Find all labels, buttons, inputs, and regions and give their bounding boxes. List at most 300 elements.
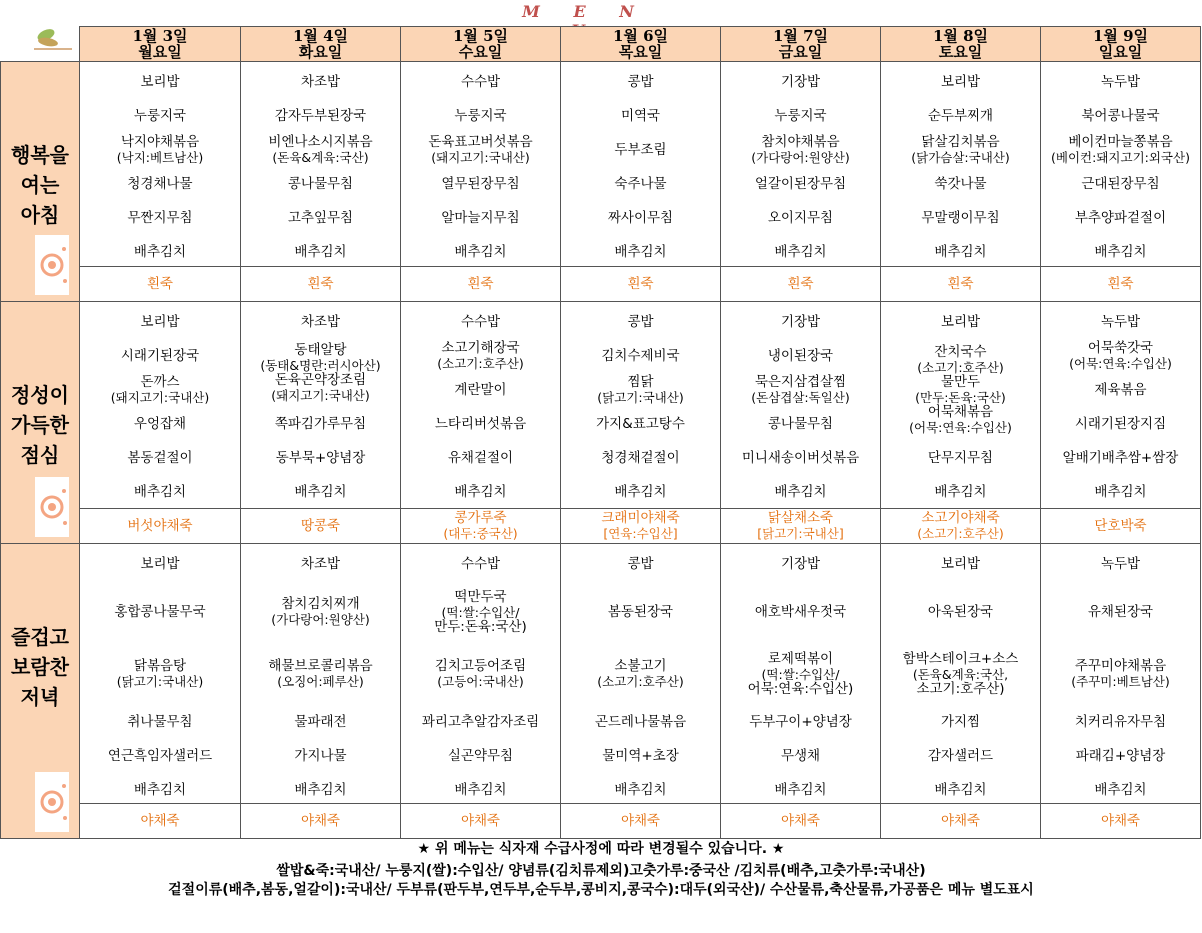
- porridge-text: 단호박죽: [1094, 517, 1147, 534]
- menu-item-line: 물만두: [940, 374, 981, 390]
- menu-item-line: (소고기:호주산): [597, 674, 684, 689]
- menu-item: [80, 65, 240, 99]
- menu-item: [80, 705, 240, 739]
- menu-item-line: 배추김치: [774, 781, 827, 798]
- menu-item: [241, 475, 400, 509]
- menu-item: [561, 705, 720, 739]
- menu-item: [241, 441, 400, 475]
- menu-item: [80, 305, 240, 339]
- menu-item: [561, 201, 720, 235]
- porridge-text: 야채죽: [140, 812, 180, 829]
- menu-item-line: 청경채겉절이: [601, 449, 680, 466]
- menu-item: [80, 167, 240, 201]
- menu-item: [881, 201, 1040, 235]
- menu-item-line: 닭살김치볶음: [921, 134, 1000, 150]
- menu-item-line: 연근흑임자샐러드: [107, 747, 213, 764]
- menu-item-line: (돼지고기:국내산): [431, 150, 530, 165]
- menu-cell: [561, 302, 721, 509]
- menu-item-line: 낙지야채볶음: [120, 134, 200, 150]
- menu-item: [401, 441, 560, 475]
- menu-item: [721, 201, 880, 235]
- menu-item: [561, 773, 720, 807]
- menu-item-line: 떡만두국: [454, 588, 507, 605]
- menu-item-line: 열무된장무침: [441, 175, 520, 192]
- menu-item: [401, 705, 560, 739]
- porridge-text: 흰죽: [627, 275, 654, 292]
- menu-item: [561, 305, 720, 339]
- menu-item-line: (가다랑어:원양산): [271, 612, 370, 627]
- menu-item-line: 느타리버섯볶음: [434, 415, 527, 432]
- menu-item-line: 유채된장국: [1087, 603, 1154, 620]
- day-weekday: 화요일: [298, 43, 343, 61]
- menu-item-line: 배추김치: [294, 781, 347, 798]
- menu-item-line: 소고기:호주산): [916, 680, 1005, 697]
- menu-item: [561, 475, 720, 509]
- menu-item: [1041, 339, 1200, 373]
- menu-item-line: 부추양파겉절이: [1074, 209, 1167, 226]
- origin-notice-1: 쌀밥&죽:국내산/ 누룽지(쌀):수입산/ 양념류(김치류제외)고춧가루:중국산 /김치류(배추,고춧가루:국내산): [276, 863, 926, 879]
- menu-item-line: 베이컨마늘쫑볶음: [1068, 134, 1173, 150]
- menu-item-line: 어묵채볶음: [927, 404, 994, 420]
- menu-item-line: 로제떡볶이: [767, 650, 834, 667]
- porridge-cell: [1041, 267, 1201, 302]
- menu-item: [881, 305, 1040, 339]
- menu-item: [1041, 773, 1200, 807]
- menu-item-line: 제육볶음: [1094, 381, 1147, 398]
- menu-item: [881, 339, 1040, 441]
- porridge-text: 흰죽: [146, 275, 174, 292]
- menu-item: [721, 773, 880, 807]
- menu-item-line: 가지나물: [294, 747, 347, 764]
- menu-cell: [1041, 62, 1201, 267]
- menu-title: M E N: [522, 2, 648, 21]
- meal-row-3: [1, 544, 1201, 804]
- porridge-text: 땅콩죽: [300, 517, 341, 534]
- menu-item-line: 알마늘지무침: [441, 209, 520, 226]
- menu-item-line: 아욱된장국: [927, 603, 994, 620]
- menu-item-line: (가다랑어:원양산): [751, 150, 850, 165]
- menu-item: [241, 201, 400, 235]
- menu-item-line: 취나물무침: [127, 713, 193, 730]
- menu-item: [561, 441, 720, 475]
- menu-item: [721, 705, 880, 739]
- meal-name-line: 즐겁고: [11, 625, 69, 649]
- origin-notice-2: 겉절이류(배추,봄동,얼갈이):국내산/ 두부류(판두부,연두부,순두부,콩비지,콩국수):대두(외국산)/ 수산물류,축산물류,가공품은 메뉴 별도표시: [168, 882, 1034, 898]
- meal-row-1: [1, 62, 1201, 267]
- menu-item: [1041, 235, 1200, 269]
- menu-item-line: 녹두밥: [1100, 313, 1141, 330]
- porridge-cell: [1041, 804, 1201, 839]
- menu-item-line: (떡:쌀:수입산/: [441, 604, 520, 620]
- menu-item-line: 물파래전: [294, 713, 347, 730]
- porridge-cell: [401, 509, 561, 544]
- menu-item: [1041, 99, 1200, 133]
- menu-item-line: 기장밥: [780, 313, 821, 330]
- menu-item: [561, 547, 720, 581]
- menu-item-line: (베이컨:돼지고기:외국산): [1051, 150, 1190, 165]
- menu-cell: [241, 302, 401, 509]
- menu-item-line: 배추김치: [1094, 243, 1147, 260]
- menu-item-line: 수수밥: [460, 313, 501, 330]
- menu-item: [1041, 475, 1200, 509]
- meal-row-2: [1, 302, 1201, 509]
- menu-item: [721, 407, 880, 441]
- menu-cell: [80, 62, 241, 267]
- menu-item: [80, 739, 240, 773]
- menu-item: [80, 201, 240, 235]
- menu-item-line: (떡:쌀:수입산/: [761, 666, 840, 682]
- menu-item-line: 배추김치: [934, 243, 987, 260]
- menu-item: [241, 99, 400, 133]
- menu-item-line: 배추김치: [1094, 483, 1147, 500]
- menu-item: [881, 581, 1040, 643]
- menu-item-line: (오징어:페루산): [277, 674, 364, 689]
- porridge-text: [연육:수입산]: [603, 526, 678, 541]
- menu-item-line: (닭고기:국내산): [597, 390, 684, 405]
- porridge-cell: [80, 804, 241, 839]
- menu-item-line: 배추김치: [133, 781, 187, 798]
- menu-item: [80, 99, 240, 133]
- day-header-5: [721, 27, 881, 62]
- day-header-6: [881, 27, 1041, 62]
- meal-label: [1, 302, 80, 544]
- porridge-text: (대두:중국산): [443, 526, 518, 541]
- menu-item-line: 미니새송이버섯볶음: [741, 449, 860, 466]
- menu-item: [881, 441, 1040, 475]
- menu-item-line: 꽈리고추알감자조림: [421, 713, 540, 730]
- menu-item-line: 주꾸미야채볶음: [1074, 658, 1167, 674]
- menu-item-line: (닭고기:국내산): [116, 674, 204, 689]
- menu-item: [80, 581, 240, 643]
- menu-item: [721, 65, 880, 99]
- porridge-cell: [881, 509, 1041, 544]
- porridge-cell: [721, 267, 881, 302]
- menu-item-line: 누룽지국: [454, 107, 507, 124]
- menu-item: [881, 547, 1040, 581]
- menu-item: [881, 475, 1040, 509]
- porridge-cell: [401, 804, 561, 839]
- menu-item-line: (돈삼겹살:독일산): [751, 390, 850, 405]
- menu-item-line: 봄동된장국: [607, 603, 674, 620]
- meal-name-line: 점심: [20, 443, 60, 467]
- porridge-cell: [80, 267, 241, 302]
- menu-item-line: (돼지고기:국내산): [271, 388, 370, 403]
- menu-item: [721, 305, 880, 339]
- menu-item-line: 배추김치: [133, 243, 187, 260]
- menu-cell: [241, 544, 401, 804]
- menu-item-line: (소고기:호주산): [917, 360, 1004, 375]
- menu-table: [0, 26, 1201, 839]
- menu-item: [561, 643, 720, 705]
- menu-item: [241, 705, 400, 739]
- day-weekday: 수요일: [458, 43, 503, 61]
- menu-item: [721, 475, 880, 509]
- menu-item: [1041, 133, 1200, 167]
- menu-item: [561, 99, 720, 133]
- menu-item-line: 배추김치: [454, 483, 507, 500]
- menu-item-line: (어묵:연육:수입산): [1069, 356, 1172, 371]
- menu-item: [561, 133, 720, 167]
- menu-item-line: 시래기된장국: [120, 347, 200, 364]
- menu-item-line: 만두:돈육:국산): [434, 618, 527, 635]
- menu-item: [561, 739, 720, 773]
- menu-item: [881, 167, 1040, 201]
- menu-item-line: 북어콩나물국: [1081, 107, 1160, 124]
- menu-item-line: 애호박새우젓국: [754, 603, 847, 620]
- menu-item-line: 배추김치: [454, 243, 507, 260]
- menu-item-line: 무짠지무침: [127, 209, 193, 226]
- menu-item-line: 배추김치: [614, 483, 667, 500]
- meal-name: [1, 140, 79, 230]
- menu-item: [80, 547, 240, 581]
- menu-item-line: 배추김치: [1094, 781, 1147, 798]
- day-header-2: [241, 27, 401, 62]
- menu-item: [721, 373, 880, 407]
- menu-item: [401, 373, 560, 407]
- meal-name-line: 저녁: [20, 685, 60, 709]
- menu-item: [241, 235, 400, 269]
- swirl-decoration-icon: [35, 477, 69, 537]
- menu-item: [401, 339, 560, 373]
- menu-item-line: 무생채: [780, 747, 821, 764]
- porridge-row-2: [1, 509, 1201, 544]
- menu-item-line: 곤드레나물볶음: [594, 713, 687, 730]
- menu-cell: [881, 544, 1041, 804]
- porridge-text: 흰죽: [787, 275, 814, 292]
- day-date: 1월 7일: [772, 27, 829, 45]
- menu-cell: [561, 62, 721, 267]
- menu-item: [561, 407, 720, 441]
- menu-item: [401, 99, 560, 133]
- menu-item-line: 배추김치: [774, 243, 827, 260]
- menu-item: [241, 339, 400, 407]
- menu-item-line: 닭볶음탕: [133, 658, 187, 674]
- menu-item: [721, 235, 880, 269]
- menu-item: [401, 167, 560, 201]
- menu-item-line: 묵은지삼겹살찜: [754, 374, 847, 390]
- meal-label: [1, 62, 80, 302]
- menu-item: [1041, 705, 1200, 739]
- porridge-cell: [561, 804, 721, 839]
- menu-item: [1041, 65, 1200, 99]
- porridge-text: 야채죽: [460, 812, 501, 829]
- menu-item: [241, 65, 400, 99]
- porridge-cell: [881, 267, 1041, 302]
- menu-cell: [721, 62, 881, 267]
- menu-item-line: 김치고등어조림: [434, 658, 527, 674]
- menu-cell: [721, 544, 881, 804]
- menu-item: [881, 739, 1040, 773]
- menu-item: [80, 133, 240, 167]
- meal-name-line: 가득한: [11, 413, 69, 437]
- menu-item: [721, 339, 880, 373]
- menu-item: [80, 339, 240, 373]
- menu-cell: [1041, 302, 1201, 509]
- menu-item: [721, 133, 880, 167]
- menu-item: [401, 581, 560, 643]
- meal-name-line: 보람찬: [11, 655, 69, 679]
- menu-item-line: 두부구이+양념장: [749, 713, 852, 730]
- menu-item-line: 보리밥: [140, 555, 180, 572]
- menu-item: [401, 65, 560, 99]
- day-date: 1월 9일: [1092, 27, 1149, 45]
- menu-item: [80, 643, 240, 705]
- swirl-decoration-icon: [35, 772, 69, 832]
- menu-item-line: 동태알탕: [294, 342, 347, 358]
- porridge-text: 흰죽: [307, 275, 334, 292]
- menu-item: [881, 773, 1040, 807]
- day-header-3: [401, 27, 561, 62]
- meal-name: [1, 622, 79, 712]
- porridge-text: 닭살채소죽: [767, 510, 834, 526]
- day-weekday: 금요일: [778, 43, 823, 61]
- menu-item-line: 청경채나물: [127, 175, 193, 192]
- menu-item: [401, 235, 560, 269]
- menu-item-line: 누룽지국: [774, 107, 827, 124]
- menu-item-line: (돈육&계육:국산): [272, 150, 369, 165]
- menu-item-line: 근대된장무침: [1081, 175, 1160, 192]
- menu-item-line: 냉이된장국: [767, 347, 834, 364]
- menu-item: [80, 773, 240, 807]
- menu-item-line: 보리밥: [140, 313, 180, 330]
- meal-label: [1, 544, 80, 839]
- menu-item-line: 두부조림: [614, 141, 667, 158]
- menu-item-line: 단무지무침: [927, 449, 994, 466]
- porridge-text: 야채죽: [780, 812, 821, 829]
- menu-item-line: 소불고기: [614, 658, 667, 674]
- menu-item-line: 시래기된장지짐: [1074, 415, 1167, 432]
- porridge-text: 야채죽: [940, 812, 981, 829]
- menu-item-line: 콩밥: [627, 73, 654, 90]
- menu-item: [881, 99, 1040, 133]
- menu-cell: [881, 302, 1041, 509]
- porridge-text: 야채죽: [1100, 812, 1141, 829]
- menu-item-line: 김치수제비국: [601, 347, 680, 364]
- menu-item-line: 차조밥: [300, 313, 341, 330]
- menu-item-line: 쪽파김가루무침: [274, 415, 367, 432]
- porridge-cell: [1041, 509, 1201, 544]
- menu-item-line: (고등어:국내산): [437, 674, 524, 689]
- menu-item: [561, 581, 720, 643]
- menu-item-line: 실곤약무침: [447, 747, 514, 764]
- day-weekday: 토요일: [938, 43, 983, 61]
- menu-item-line: 어묵:연육:수입산): [747, 680, 854, 697]
- menu-item-line: 짜사이무침: [607, 209, 674, 226]
- porridge-cell: [241, 267, 401, 302]
- porridge-text: [닭고기:국내산]: [757, 526, 844, 541]
- menu-item-line: (만두:돈육:국산): [915, 390, 1006, 405]
- porridge-cell: [721, 509, 881, 544]
- menu-item-line: 유채겉절이: [447, 449, 514, 466]
- menu-item-line: 순두부찌개: [927, 107, 994, 124]
- menu-item-line: 차조밥: [300, 555, 341, 572]
- menu-item-line: (소고기:호주산): [437, 356, 524, 371]
- menu-item-line: 돈까스: [140, 374, 180, 390]
- menu-item: [1041, 305, 1200, 339]
- menu-item-line: (낙지:베트남산): [116, 150, 204, 165]
- menu-item: [241, 407, 400, 441]
- menu-item-line: 차조밥: [300, 73, 341, 90]
- porridge-text: 흰죽: [1107, 275, 1134, 292]
- menu-item-line: 계란말이: [454, 381, 507, 398]
- porridge-cell: [561, 267, 721, 302]
- porridge-cell: [401, 267, 561, 302]
- menu-item: [241, 167, 400, 201]
- menu-item: [401, 475, 560, 509]
- menu-item-line: 가지&표고탕수: [596, 415, 685, 432]
- menu-item-line: 수수밥: [460, 73, 501, 90]
- menu-item-line: 돈육곤약장조림: [274, 372, 367, 388]
- menu-item: [241, 581, 400, 643]
- menu-item: [721, 441, 880, 475]
- menu-item: [881, 705, 1040, 739]
- meal-name-line: 정성이: [11, 383, 69, 407]
- porridge-cell: [241, 804, 401, 839]
- menu-cell: [721, 302, 881, 509]
- menu-item-line: (어묵:연육:수입산): [909, 420, 1012, 435]
- menu-item-line: 참치야채볶음: [761, 134, 840, 150]
- menu-item: [561, 167, 720, 201]
- menu-item-line: 기장밥: [780, 73, 821, 90]
- menu-item-line: 파래김+양념장: [1075, 747, 1166, 764]
- menu-item-line: 홍합콩나물무국: [114, 603, 206, 620]
- day-header-row: [1, 27, 1201, 62]
- menu-item-line: 배추김치: [934, 781, 987, 798]
- menu-item: [401, 773, 560, 807]
- menu-item-line: 녹두밥: [1100, 73, 1141, 90]
- menu-item: [721, 99, 880, 133]
- menu-item: [401, 407, 560, 441]
- menu-cell: [401, 544, 561, 804]
- menu-item-line: (닭가슴살:국내산): [911, 150, 1010, 165]
- menu-item-line: (돈육&계육:국산,: [912, 666, 1009, 682]
- porridge-text: 야채죽: [620, 812, 661, 829]
- meal-name-line: 여는: [20, 173, 60, 197]
- menu-item-line: 감자두부된장국: [274, 107, 367, 124]
- menu-item: [241, 133, 400, 167]
- menu-item-line: 보리밥: [940, 555, 981, 572]
- menu-item: [1041, 739, 1200, 773]
- day-date: 1월 4일: [292, 27, 349, 45]
- porridge-cell: [881, 804, 1041, 839]
- menu-item-line: 배추김치: [774, 483, 827, 500]
- porridge-cell: [241, 509, 401, 544]
- menu-cell: [401, 62, 561, 267]
- menu-item-line: 누룽지국: [133, 107, 187, 124]
- menu-item-line: 콩나물무침: [287, 175, 354, 192]
- menu-item-line: 어묵쑥갓국: [1087, 340, 1154, 356]
- menu-item: [80, 235, 240, 269]
- porridge-row-3: [1, 804, 1201, 839]
- menu-item: [561, 65, 720, 99]
- menu-item-line: 동부묵+양념장: [275, 449, 366, 466]
- menu-item-line: 봄동겉절이: [127, 449, 193, 466]
- menu-item-line: 잔치국수: [934, 344, 987, 360]
- menu-item-line: 오이지무침: [767, 209, 834, 226]
- menu-item: [80, 475, 240, 509]
- menu-item: [721, 167, 880, 201]
- menu-item: [1041, 547, 1200, 581]
- menu-item: [1041, 373, 1200, 407]
- menu-item: [401, 201, 560, 235]
- menu-item-line: 가지찜: [940, 713, 981, 730]
- menu-item-line: 무말랭이무침: [921, 209, 1000, 226]
- menu-item-line: (돼지고기:국내산): [110, 390, 210, 405]
- menu-item-line: 콩나물무침: [767, 415, 834, 432]
- menu-item-line: 콩밥: [627, 313, 654, 330]
- menu-item-line: 보리밥: [140, 73, 180, 90]
- porridge-text: 소고기야채죽: [921, 510, 1000, 526]
